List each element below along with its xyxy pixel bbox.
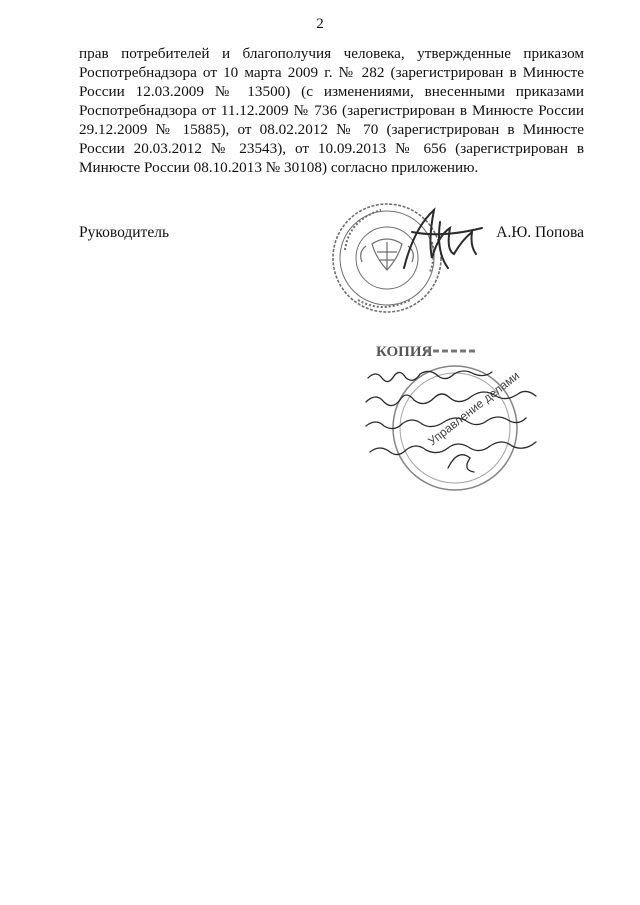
signer-role: Руководитель [79, 224, 170, 241]
signer-name: А.Ю. Попова [496, 224, 584, 241]
body-paragraph: прав потребителей и благополучия человека, утвержденные приказом Роспотребнадзора от 10 марта 2009 г. № 282 (зарегистрирован в Минюсте России 12.03.2009 № 13500) (с изменениями, внесенными приказами Роспотребнадзора от 11.12.2009 № 736 (зарегистрирован в Минюсте России 29.12.2009 № 15885), от 08.02.2012 № 70 (зарегистрирован в Минюсте России 20.03.2012 № 23543), от 10.09.2013 № 656 (зарегистрирован в Минюсте России 08.10.2013 № 30108) согласно приложению. [79, 45, 584, 176]
copy-stamp-heading: КОПИЯ [376, 344, 433, 360]
copy-stamp-inner-text: Управление делами [425, 368, 523, 449]
page-number: 2 [316, 16, 324, 32]
handwritten-signature [404, 210, 482, 268]
copy-stamp [366, 344, 536, 490]
